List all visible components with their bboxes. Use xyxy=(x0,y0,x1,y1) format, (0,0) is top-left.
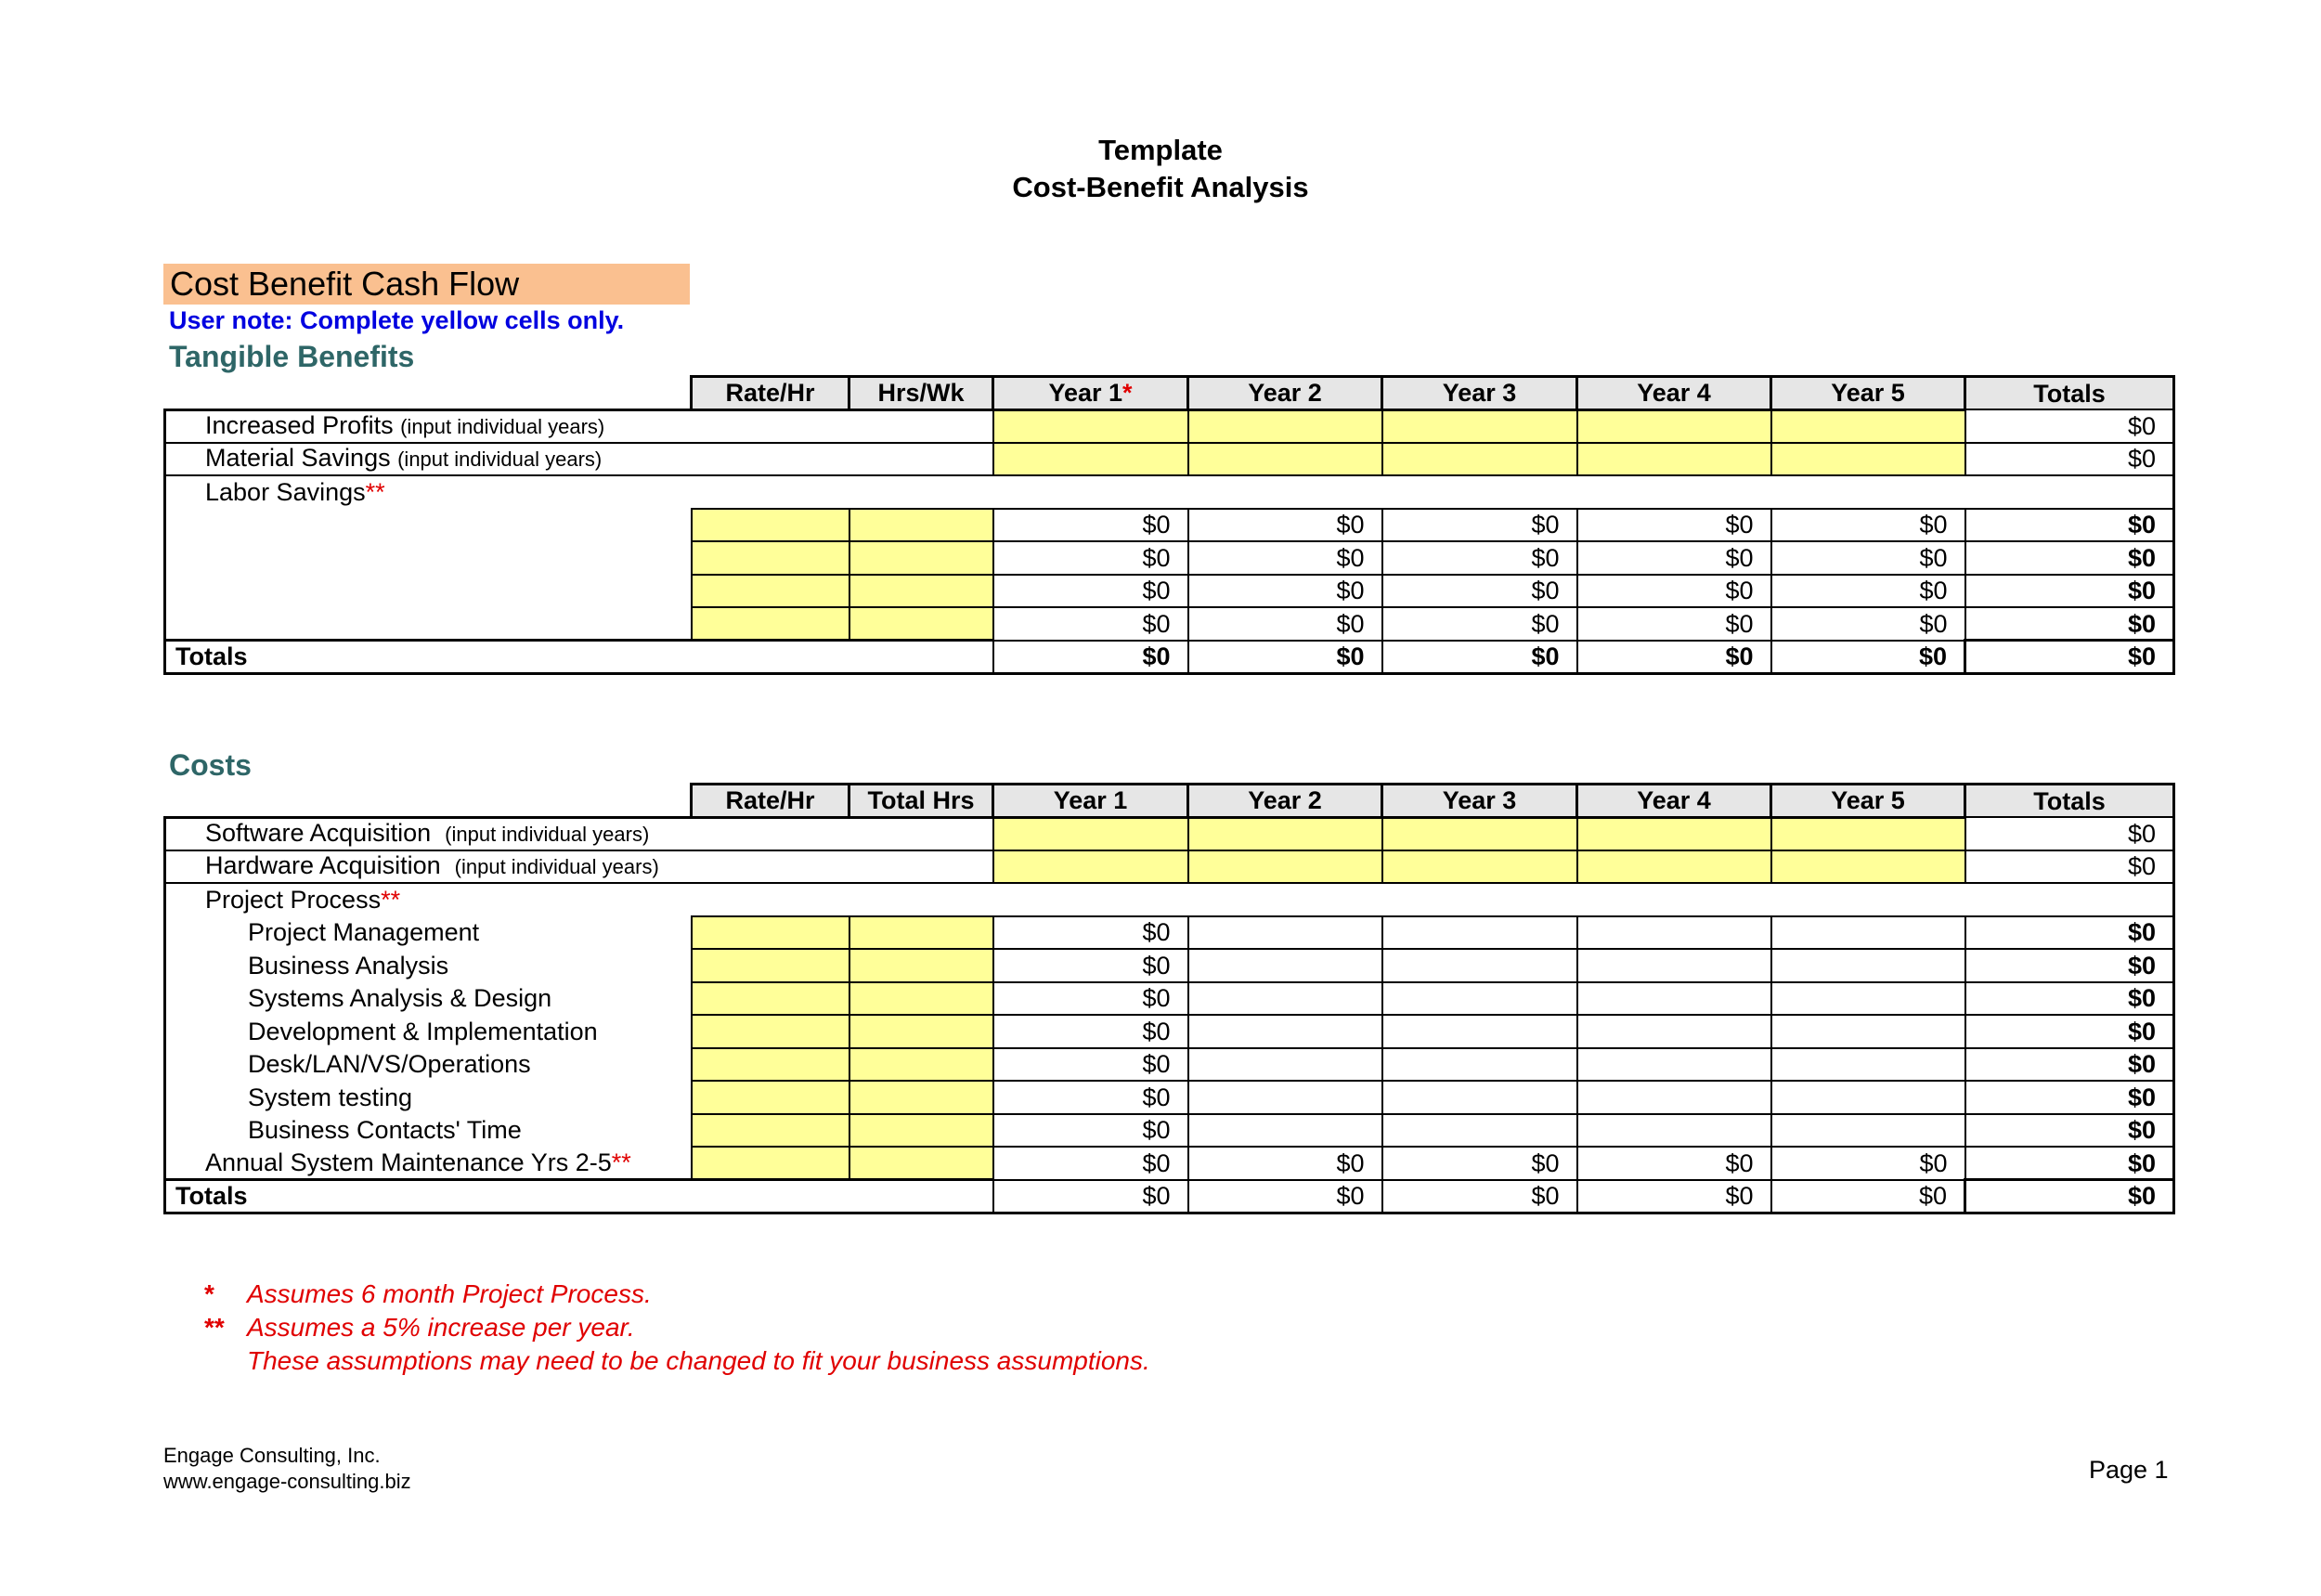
value-cell: $0 xyxy=(1577,1147,1771,1180)
rate-input[interactable] xyxy=(692,949,849,982)
rate-input[interactable] xyxy=(692,916,849,950)
row-label: Business Analysis xyxy=(165,949,692,982)
value-cell: $0 xyxy=(1382,575,1577,608)
rate-input[interactable] xyxy=(692,1147,849,1180)
grand-total: $0 xyxy=(1965,1180,2174,1213)
input-cell[interactable] xyxy=(993,850,1188,884)
col-rate: Rate/Hr xyxy=(692,785,849,818)
rate-input[interactable] xyxy=(692,509,849,542)
user-note: User note: Complete yellow cells only. xyxy=(169,306,625,334)
input-cell[interactable] xyxy=(1382,409,1577,443)
footnote: * Assumes 6 month Project Process. xyxy=(204,1279,652,1308)
table-row xyxy=(165,817,2174,850)
input-cell[interactable] xyxy=(1382,817,1577,850)
hours-input[interactable] xyxy=(849,916,993,950)
hours-input[interactable] xyxy=(849,607,993,641)
hours-input[interactable] xyxy=(849,949,993,982)
rate-input[interactable] xyxy=(692,1114,849,1148)
value-cell: $0 xyxy=(1771,541,1965,575)
total-cell: $0 xyxy=(1771,1180,1965,1213)
hours-input[interactable] xyxy=(849,1147,993,1180)
table-row xyxy=(165,509,2174,542)
benefits-header-row xyxy=(165,377,2174,410)
total-cell: $0 xyxy=(993,1180,1188,1213)
table-row xyxy=(165,949,2174,982)
col-year-1: Year 1 xyxy=(993,785,1188,818)
rate-input[interactable] xyxy=(692,1048,849,1082)
col-year-5: Year 5 xyxy=(1771,377,1965,410)
value-cell: $0 xyxy=(1382,541,1577,575)
value-cell: $0 xyxy=(1771,607,1965,641)
rate-input[interactable] xyxy=(692,1015,849,1048)
page-title xyxy=(0,132,2321,206)
input-cell[interactable] xyxy=(993,443,1188,476)
input-cell[interactable] xyxy=(1188,850,1382,884)
costs-table xyxy=(163,783,2175,1214)
value-cell: $0 xyxy=(993,1015,1188,1048)
col-year-2: Year 2 xyxy=(1188,377,1382,410)
input-cell[interactable] xyxy=(1577,850,1771,884)
rate-input[interactable] xyxy=(692,607,849,641)
input-cell[interactable] xyxy=(1771,443,1965,476)
col-year-4: Year 4 xyxy=(1577,377,1771,410)
value-cell: $0 xyxy=(993,916,1188,950)
company-website: www.engage-consulting.biz xyxy=(163,1470,411,1493)
row-total: $0 xyxy=(1965,949,2174,982)
value-cell: $0 xyxy=(993,1147,1188,1180)
value-cell: $0 xyxy=(993,982,1188,1016)
value-cell: $0 xyxy=(1577,607,1771,641)
col-total-hours: Total Hrs xyxy=(849,785,993,818)
input-cell[interactable] xyxy=(1771,850,1965,884)
value-cell: $0 xyxy=(1188,575,1382,608)
row-total: $0 xyxy=(1965,1147,2174,1180)
row-total: $0 xyxy=(1965,850,2174,884)
row-label: Desk/LAN/VS/Operations xyxy=(165,1048,692,1082)
value-cell: $0 xyxy=(1382,607,1577,641)
value-cell: $0 xyxy=(1188,1147,1382,1180)
input-cell[interactable] xyxy=(1577,409,1771,443)
input-cell[interactable] xyxy=(1382,443,1577,476)
col-year-4: Year 4 xyxy=(1577,785,1771,818)
value-cell: $0 xyxy=(993,509,1188,542)
input-cell[interactable] xyxy=(1382,850,1577,884)
row-total: $0 xyxy=(1965,982,2174,1016)
input-cell[interactable] xyxy=(993,409,1188,443)
totals-label: Totals xyxy=(165,641,993,674)
page-number: Page 1 xyxy=(2089,1456,2169,1484)
year1-asterisk: * xyxy=(1122,379,1133,408)
value-cell: $0 xyxy=(993,1048,1188,1082)
row-total: $0 xyxy=(1965,1048,2174,1082)
row-total: $0 xyxy=(1965,1114,2174,1148)
row-total: $0 xyxy=(1965,916,2174,950)
costs-header-row xyxy=(165,785,2174,818)
footnote: ** Assumes a 5% increase per year. xyxy=(204,1313,635,1342)
hours-input[interactable] xyxy=(849,509,993,542)
row-total: $0 xyxy=(1965,1015,2174,1048)
hours-input[interactable] xyxy=(849,541,993,575)
input-cell[interactable] xyxy=(1771,409,1965,443)
hours-input[interactable] xyxy=(849,1114,993,1148)
value-cell: $0 xyxy=(993,1114,1188,1148)
totals-row xyxy=(165,1180,2174,1213)
col-year-2: Year 2 xyxy=(1188,785,1382,818)
input-cell[interactable] xyxy=(1188,443,1382,476)
rate-input[interactable] xyxy=(692,541,849,575)
value-cell: $0 xyxy=(993,1081,1188,1114)
grand-total: $0 xyxy=(1965,641,2174,674)
totals-row xyxy=(165,641,2174,674)
row-total: $0 xyxy=(1965,443,2174,476)
value-cell: $0 xyxy=(993,541,1188,575)
input-cell[interactable] xyxy=(993,817,1188,850)
totals-label: Totals xyxy=(165,1180,993,1213)
table-row xyxy=(165,409,2174,443)
col-year-3: Year 3 xyxy=(1382,785,1577,818)
input-cell[interactable] xyxy=(1188,409,1382,443)
rate-input[interactable] xyxy=(692,982,849,1016)
maintenance-label: Annual System Maintenance Yrs 2-5** xyxy=(165,1147,692,1180)
table-row xyxy=(165,1015,2174,1048)
table-row xyxy=(165,475,2174,509)
value-cell: $0 xyxy=(1188,541,1382,575)
row-label: Increased Profits (input individual years) xyxy=(165,409,993,443)
section-title: Cost Benefit Cash Flow xyxy=(163,264,690,305)
col-hours: Hrs/Wk xyxy=(849,377,993,410)
row-total: $0 xyxy=(1965,541,2174,575)
row-total: $0 xyxy=(1965,1081,2174,1114)
col-totals: Totals xyxy=(1965,785,2174,818)
labor-savings-label: Labor Savings** xyxy=(165,475,849,509)
costs-heading: Costs xyxy=(169,748,252,782)
table-row xyxy=(165,1048,2174,1082)
total-cell: $0 xyxy=(1382,1180,1577,1213)
row-label: Business Contacts' Time xyxy=(165,1114,692,1148)
row-label: Hardware Acquisition (input individual years) xyxy=(165,850,993,884)
table-row xyxy=(165,1114,2174,1148)
table-row xyxy=(165,575,2174,608)
title-line-1: Template xyxy=(1098,134,1223,166)
total-cell: $0 xyxy=(1188,1180,1382,1213)
value-cell: $0 xyxy=(1771,1147,1965,1180)
total-cell: $0 xyxy=(1188,641,1382,674)
row-label: Material Savings (input individual years) xyxy=(165,443,993,476)
total-cell: $0 xyxy=(1382,641,1577,674)
value-cell: $0 xyxy=(1771,509,1965,542)
col-year-1: Year 1* xyxy=(993,377,1188,410)
row-label: Systems Analysis & Design xyxy=(165,982,692,1016)
row-label: Software Acquisition (input individual years) xyxy=(165,817,993,850)
value-cell: $0 xyxy=(993,949,1188,982)
table-row xyxy=(165,982,2174,1016)
value-cell: $0 xyxy=(1382,1147,1577,1180)
row-total: $0 xyxy=(1965,509,2174,542)
value-cell: $0 xyxy=(1188,509,1382,542)
total-cell: $0 xyxy=(1577,1180,1771,1213)
total-cell: $0 xyxy=(1771,641,1965,674)
row-total: $0 xyxy=(1965,817,2174,850)
total-cell: $0 xyxy=(993,641,1188,674)
row-total: $0 xyxy=(1965,607,2174,641)
input-cell[interactable] xyxy=(1577,443,1771,476)
hours-input[interactable] xyxy=(849,1015,993,1048)
value-cell: $0 xyxy=(1577,575,1771,608)
value-cell: $0 xyxy=(1188,607,1382,641)
table-row xyxy=(165,916,2174,950)
input-cell[interactable] xyxy=(1771,817,1965,850)
input-cell[interactable] xyxy=(1577,817,1771,850)
col-totals: Totals xyxy=(1965,377,2174,410)
row-total: $0 xyxy=(1965,409,2174,443)
benefits-heading: Tangible Benefits xyxy=(169,340,415,373)
table-row xyxy=(165,1147,2174,1180)
row-total: $0 xyxy=(1965,575,2174,608)
project-process-label: Project Process** xyxy=(165,883,849,916)
footnotes xyxy=(204,1278,1150,1378)
table-row xyxy=(165,541,2174,575)
hours-input[interactable] xyxy=(849,1081,993,1114)
total-cell: $0 xyxy=(1577,641,1771,674)
value-cell: $0 xyxy=(1577,509,1771,542)
table-row xyxy=(165,1081,2174,1114)
row-label: Development & Implementation xyxy=(165,1015,692,1048)
hours-input[interactable] xyxy=(849,575,993,608)
title-line-2: Cost-Benefit Analysis xyxy=(1012,171,1309,203)
table-row xyxy=(165,883,2174,916)
hours-input[interactable] xyxy=(849,982,993,1016)
row-label: Project Management xyxy=(165,916,692,950)
col-year-5: Year 5 xyxy=(1771,785,1965,818)
row-label: System testing xyxy=(165,1081,692,1114)
benefits-table xyxy=(163,375,2175,675)
rate-input[interactable] xyxy=(692,1081,849,1114)
company-name: Engage Consulting, Inc. xyxy=(163,1444,381,1467)
hours-input[interactable] xyxy=(849,1048,993,1082)
input-cell[interactable] xyxy=(1188,817,1382,850)
value-cell: $0 xyxy=(1771,575,1965,608)
value-cell: $0 xyxy=(1577,541,1771,575)
value-cell: $0 xyxy=(993,607,1188,641)
value-cell: $0 xyxy=(1382,509,1577,542)
value-cell: $0 xyxy=(993,575,1188,608)
col-year-3: Year 3 xyxy=(1382,377,1577,410)
table-row xyxy=(165,607,2174,641)
table-row xyxy=(165,850,2174,884)
rate-input[interactable] xyxy=(692,575,849,608)
col-rate: Rate/Hr xyxy=(692,377,849,410)
table-row xyxy=(165,443,2174,476)
footnote: These assumptions may need to be changed to fit your business assumptions. xyxy=(247,1346,1150,1375)
footer-company-info xyxy=(163,1443,411,1495)
